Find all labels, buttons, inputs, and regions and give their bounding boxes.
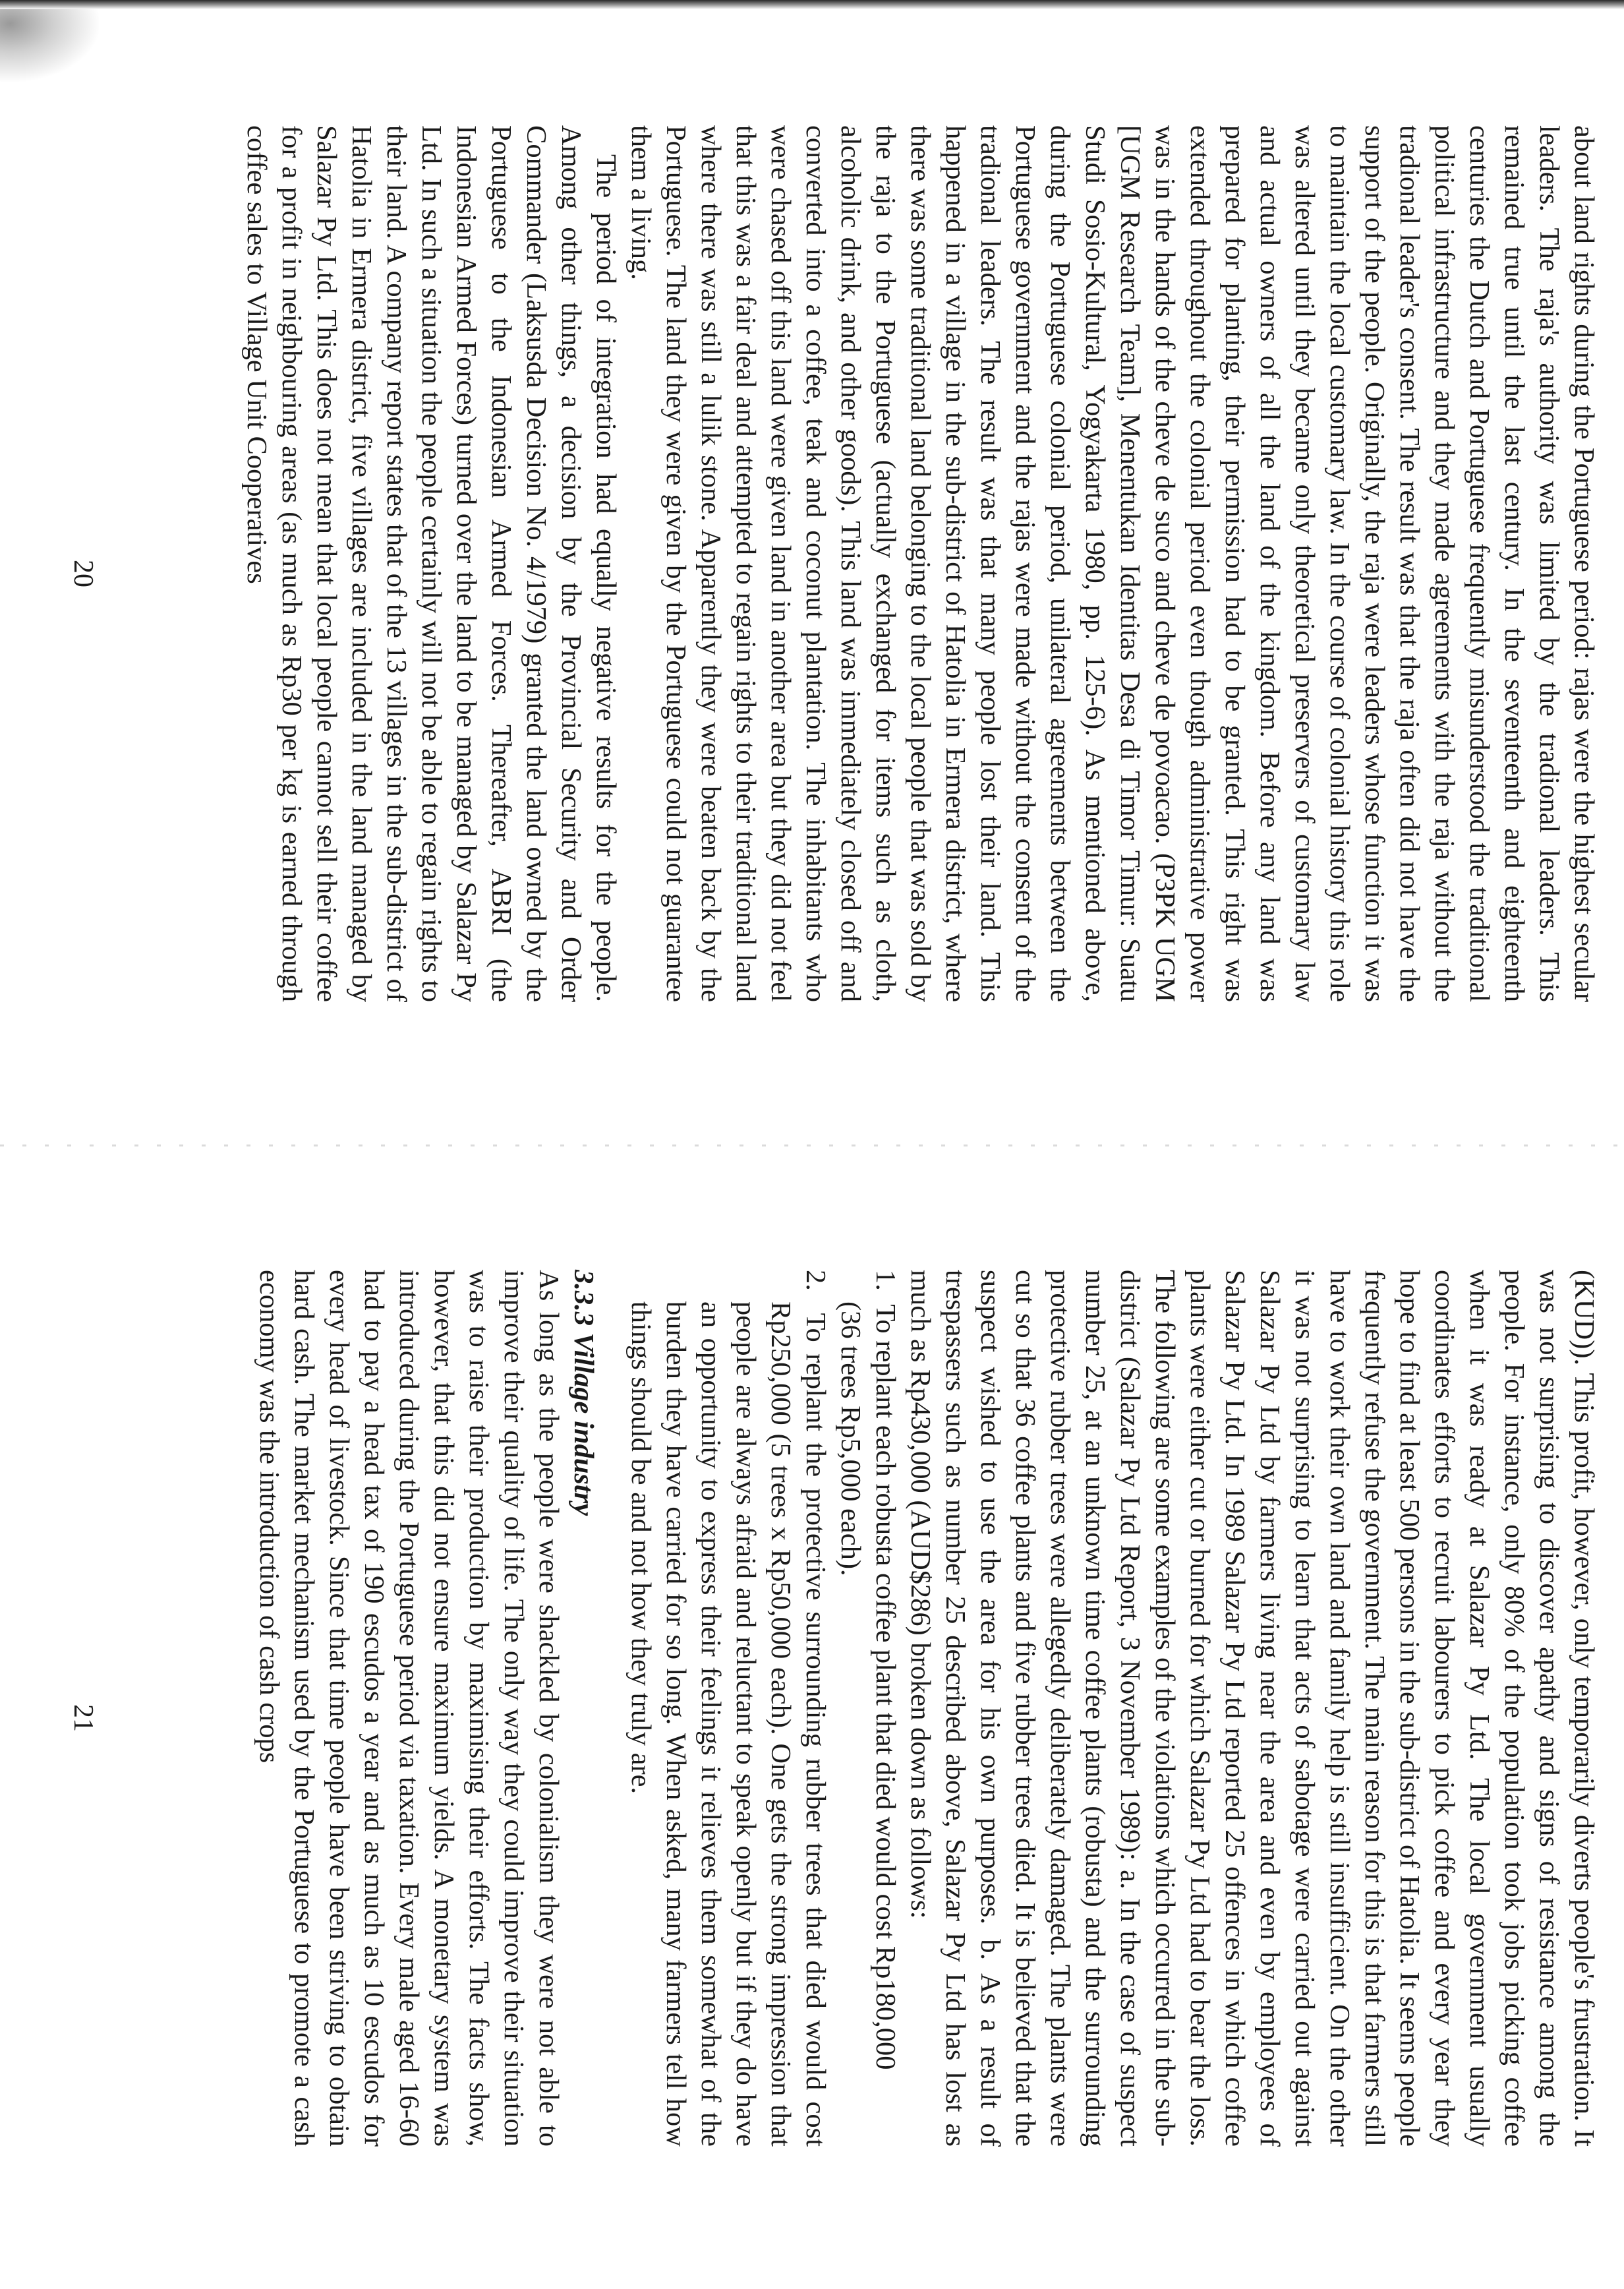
page-20-text-column [198, 125, 1602, 1002]
paragraph: As long as the people were shackled by colonialism they were not able to improve their quality of life. The only way they could improve their situation was to raise their production by maximising their efforts. The facts show, however, that this did not ensure maximum yields. A monetary system was introduced during the Portuguese period via taxation. Every male aged 16-60 had to pay a head tax of 190 escudos a year and as much as 10 escudos for every head of livestock. Since that time people have been striving to obtain hard cash. The market mechanism used by the Portuguese to promote a cash economy was the introduction of cash crops [254, 1270, 564, 2147]
page-21-text-column [198, 1270, 1602, 2147]
list-marker: 1. [870, 1270, 901, 1291]
list-item [868, 1270, 903, 2147]
list-item [624, 1270, 833, 2147]
paragraph: The period of integration had equally negative results for the people. Among other things, a decision by the Provincial Security and Order Commander (Laksusda Decision No. 4/1979) granted the land owned by the Portuguese to the Indonesian Armed Forces. Thereafter, ABRI (the Indonesian Armed Forces) turned over the land to be managed by Salazar Py Ltd. In such a situation the people certainly will not be able to regain rights to their land. A company report states that of the 13 villages in the sub-district of Hatolia in Ermera district, five villages are included in the land managed by Salazar Py Ltd. This does not mean that local people cannot sell their coffee for a profit in neighbouring areas (as much as Rp30 per kg is earned through coffee sales to Village Unit Cooperatives [241, 125, 622, 1002]
list-marker: 2. [800, 1270, 831, 1291]
page-21 [0, 1144, 1624, 2289]
list-text: To replant the protective surrounding rubber trees that died would cost Rp250,000 (5 trees x Rp50,000 each). One gets the strong impression that people are always afraid and reluctant to speak openly but if they do have an opportunity to express their feelings it relieves them somewhat of the burden they have carried for so long. When asked, many farmers tell how things should be and not how they truly are. [625, 1301, 831, 2147]
paragraph: (KUD)). This profit, however, only temporarily diverts people's frustration. It was not surprising to discover apathy and signs of resistance among the people. For instance, only 80% of the population took jobs picking coffee when it was ready at Salazar Py Ltd. The local government usually coordinates efforts to recruit labourers to pick coffee and every year they hope to find at least 500 persons in the sub-district of Hatolia. It seems people frequently refuse the government. The main reason for this is that farmers still have to work their own land and family help is still insufficient. On the other it was not surprising to learn that acts of sabotage were carried out against Salazar Py Ltd by farmers living near the area and even by employees of Salazar Py Ltd. In 1989 Salazar Py Ltd reported 25 offences in which coffee plants were either cut or burned for which Salazar Py Ltd had to bear the loss. The following are some examples of the violations which occurred in the sub-district (Salazar Py Ltd Report, 3 November 1989): a. In the case of suspect number 25, at an unknown time coffee plants (robusta) and the surrounding protective rubber trees were allegedly deliberately damaged. The plants were cut so that 36 coffee plants and five rubber trees died. It is believed that the suspect wished to use the area for his own purposes. b. As a result of trespassers such as number 25 described above, Salazar Py Ltd has lost as much as Rp430,000 (AUD$286) broken down as follows: [905, 1270, 1600, 2147]
page-20 [0, 0, 1624, 1144]
section-heading: 3.3.3 Village industry [568, 1270, 599, 1516]
paragraph: about land rights during the Portuguese period: rajas were the highest secular leaders. The raja's authority was limited by the tradional leaders. This remained true until the last century. In the seventeenth and eighteenth centuries the Dutch and Portuguese frequently misunderstood the traditional political infrastructure and they made agreements with the raja without the tradional leader's consent. The result was that the raja often did not have the support of the people. Originally, the raja were leaders whose function it was to maintain the local customary law. In the course of colonial history this role was altered until they became only theoretical preservers of customary law and actual owners of all the land of the kingdom. Before any land was prepared for planting, their permission had to be granted. This right was extended throughout the colonial period even though administrative power was in the hands of the cheve de suco and cheve de povoacao. (P3PK UGM [UGM Research Team], Menentukan Identitas Desa di Timor Timur: Suatu Studi Sosio-Kultural, Yogyakarta 1980, pp. 125-6). As mentioned above, during the Portuguese colonial period, unilateral agreements between the Portuguese government and the rajas were made without the consent of the tradional leaders. The result was that many people lost their land. This happened in a village in the sub-district of Hatolia in Ermera district, where there was some traditional land belonging to the local people that was sold by the raja to the Portuguese (actually exchanged for items such as cloth, alcoholic drink, and other goods). This land was immediately closed off and converted into a coffee, teak and coconut plantation. The inhabitants who were chased off this land were given land in another area but they did not feel that this was a fair deal and attempted to regain rights to their traditional land where there was still a lulik stone. Apparently they were beaten back by the Portuguese. The land they were given by the Portuguese could not guarantee them a living. [625, 125, 1600, 1002]
list-text: To replant each robusta coffee plant that died would cost Rp180,000 [870, 1304, 901, 2070]
page-number: 21 [68, 1704, 98, 1732]
page-number: 20 [68, 560, 98, 587]
list-subtext: (36 trees Rp5,000 each). [835, 1301, 866, 1576]
